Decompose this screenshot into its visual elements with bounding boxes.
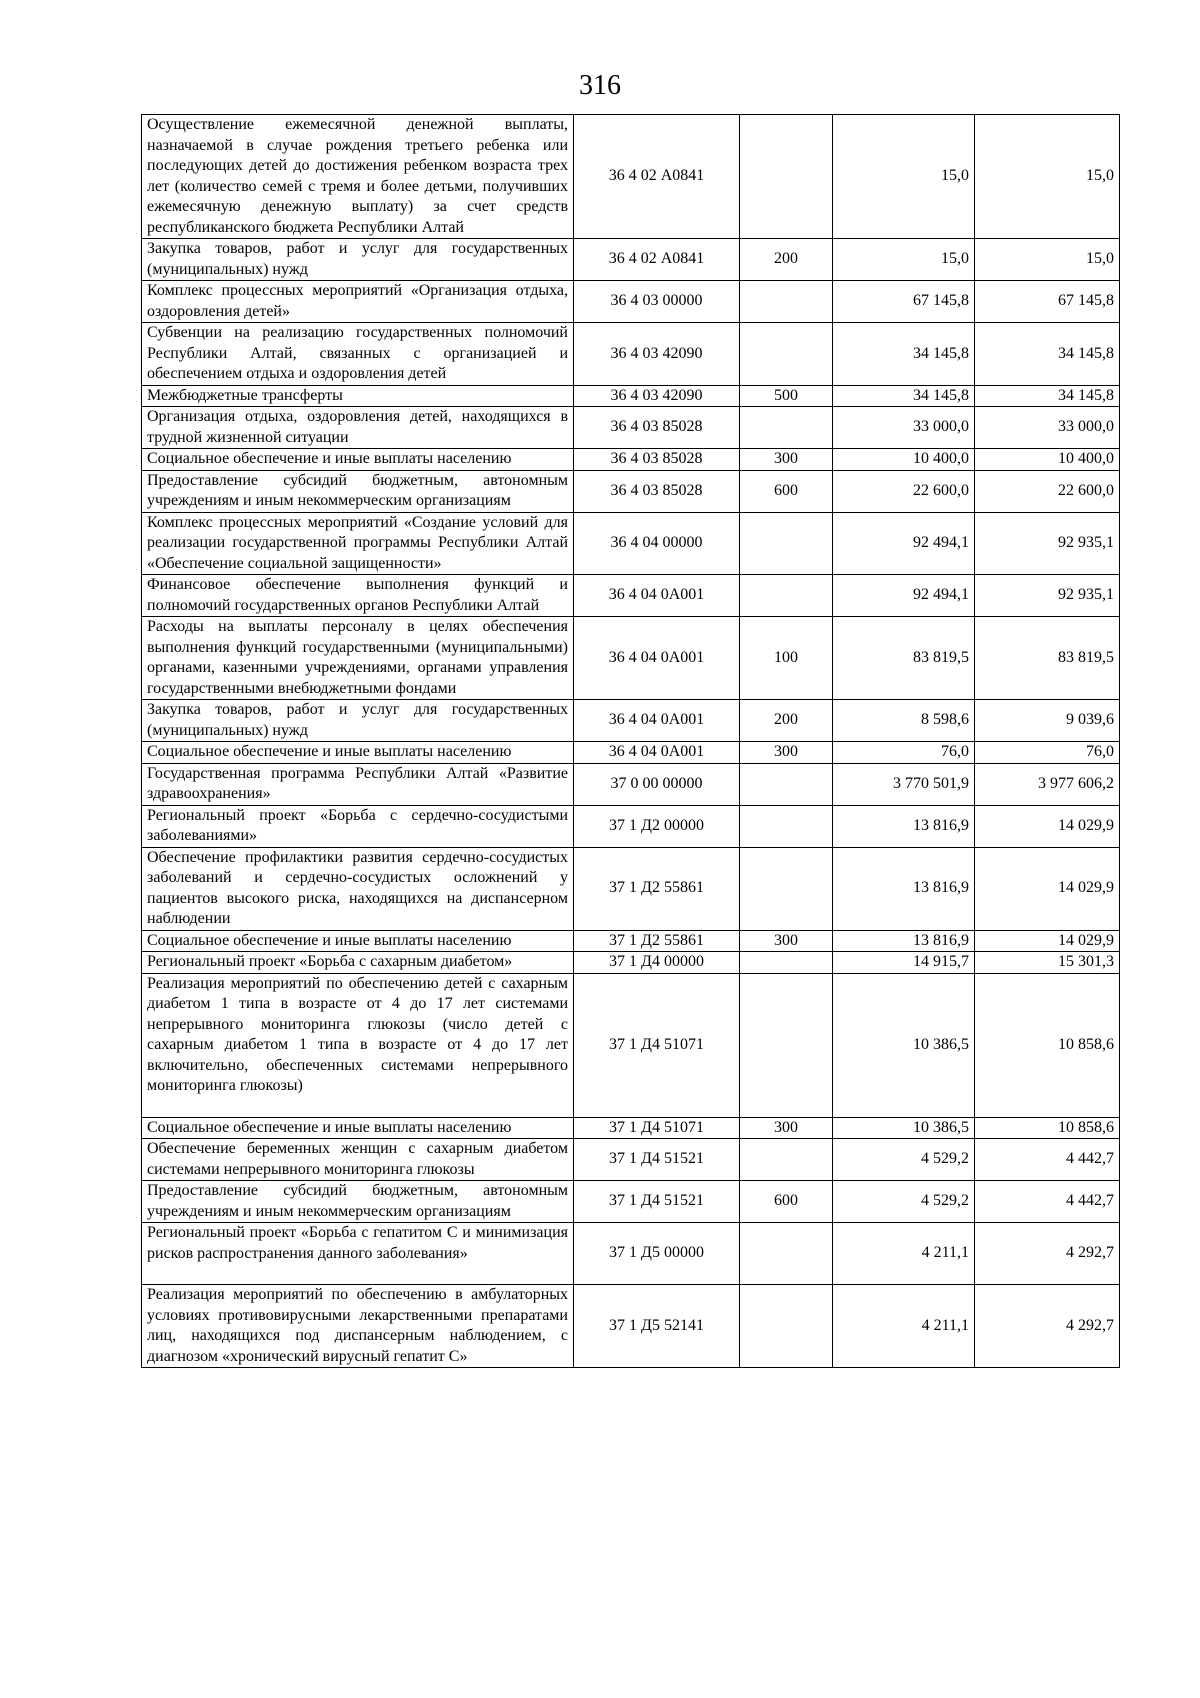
row-value-2025-cell: 34 145,8 — [975, 385, 1120, 407]
row-value-2025-cell: 9 039,6 — [975, 700, 1120, 742]
row-type-cell — [740, 763, 833, 805]
row-value-2024-cell: 34 145,8 — [833, 385, 975, 407]
row-type-cell — [740, 281, 833, 323]
row-value-2025-cell: 15,0 — [975, 115, 1120, 239]
budget-table — [141, 114, 1120, 1368]
row-value-2025-cell: 15 301,3 — [975, 952, 1120, 974]
row-value-2025-cell: 14 029,9 — [975, 847, 1120, 930]
row-code-cell: 37 0 00 00000 — [574, 763, 740, 805]
row-type-cell: 500 — [740, 385, 833, 407]
row-name-cell: Обеспечение профилактики развития сердечно-сосудистых заболеваний и сердечно-сосудистых осложнений у пациентов высокого риска, находящихся на диспансерном наблюдении — [142, 847, 574, 930]
row-code-cell: 37 1 Д2 55861 — [574, 930, 740, 952]
row-value-2024-cell: 10 386,5 — [833, 1117, 975, 1139]
row-type-cell — [740, 1139, 833, 1181]
row-name-cell: Государственная программа Республики Алтай «Развитие здравоохранения» — [142, 763, 574, 805]
budget-table-body — [142, 115, 1120, 1368]
row-code-cell: 37 1 Д2 55861 — [574, 847, 740, 930]
table-row — [142, 700, 1120, 742]
row-value-2024-cell: 22 600,0 — [833, 470, 975, 512]
row-name-cell: Социальное обеспечение и иные выплаты населению — [142, 930, 574, 952]
row-name-cell: Обеспечение беременных женщин с сахарным диабетом системами непрерывного мониторинга глюкозы — [142, 1139, 574, 1181]
table-row — [142, 239, 1120, 281]
row-value-2025-cell: 10 858,6 — [975, 1117, 1120, 1139]
row-value-2025-cell: 15,0 — [975, 239, 1120, 281]
row-name-cell: Организация отдыха, оздоровления детей, находящихся в трудной жизненной ситуации — [142, 407, 574, 449]
row-value-2025-cell: 3 977 606,2 — [975, 763, 1120, 805]
row-type-cell: 600 — [740, 470, 833, 512]
table-row — [142, 449, 1120, 471]
table-row — [142, 115, 1120, 239]
table-row — [142, 1181, 1120, 1223]
row-value-2024-cell: 13 816,9 — [833, 930, 975, 952]
row-code-cell: 36 4 03 00000 — [574, 281, 740, 323]
page-number: 316 — [579, 70, 621, 101]
row-code-cell: 37 1 Д4 51071 — [574, 973, 740, 1117]
row-code-cell: 36 4 04 0А001 — [574, 575, 740, 617]
row-code-cell: 37 1 Д4 51521 — [574, 1139, 740, 1181]
row-type-cell: 300 — [740, 742, 833, 764]
row-value-2025-cell: 33 000,0 — [975, 407, 1120, 449]
table-row — [142, 575, 1120, 617]
row-value-2025-cell: 10 400,0 — [975, 449, 1120, 471]
row-value-2024-cell: 10 400,0 — [833, 449, 975, 471]
table-row — [142, 973, 1120, 1117]
row-name-cell: Осуществление ежемесячной денежной выплаты, назначаемой в случае рождения третьего ребенка или последующих детей до достижения ребенком возраста трех лет (количество семей с тремя и более детьми, получивших ежемесячную денежную выплату) за счет средств республиканского бюджета Республики Алтай — [142, 115, 574, 239]
row-name-cell: Межбюджетные трансферты — [142, 385, 574, 407]
row-code-cell: 36 4 02 А0841 — [574, 115, 740, 239]
table-row — [142, 763, 1120, 805]
row-value-2024-cell: 67 145,8 — [833, 281, 975, 323]
row-type-cell — [740, 847, 833, 930]
row-value-2024-cell: 76,0 — [833, 742, 975, 764]
row-type-cell — [740, 575, 833, 617]
row-value-2024-cell: 33 000,0 — [833, 407, 975, 449]
table-row — [142, 930, 1120, 952]
row-code-cell: 37 1 Д4 51521 — [574, 1181, 740, 1223]
row-type-cell — [740, 512, 833, 575]
row-code-cell: 37 1 Д5 00000 — [574, 1223, 740, 1285]
row-value-2025-cell: 34 145,8 — [975, 323, 1120, 386]
row-value-2024-cell: 13 816,9 — [833, 805, 975, 847]
row-value-2024-cell: 13 816,9 — [833, 847, 975, 930]
row-value-2024-cell: 3 770 501,9 — [833, 763, 975, 805]
row-code-cell: 36 4 03 85028 — [574, 407, 740, 449]
row-type-cell — [740, 407, 833, 449]
row-value-2024-cell: 4 211,1 — [833, 1285, 975, 1368]
row-value-2025-cell: 76,0 — [975, 742, 1120, 764]
row-name-cell: Социальное обеспечение и иные выплаты населению — [142, 742, 574, 764]
table-row — [142, 1117, 1120, 1139]
row-code-cell: 36 4 04 00000 — [574, 512, 740, 575]
row-value-2024-cell: 10 386,5 — [833, 973, 975, 1117]
row-code-cell: 36 4 03 85028 — [574, 449, 740, 471]
row-value-2024-cell: 15,0 — [833, 115, 975, 239]
row-name-cell: Предоставление субсидий бюджетным, автономным учреждениям и иным некоммерческим организациям — [142, 470, 574, 512]
row-name-cell: Региональный проект «Борьба с гепатитом С и минимизация рисков распространения данного заболевания» — [142, 1223, 574, 1285]
row-type-cell: 300 — [740, 449, 833, 471]
row-code-cell: 36 4 04 0А001 — [574, 742, 740, 764]
row-code-cell: 37 1 Д2 00000 — [574, 805, 740, 847]
row-value-2024-cell: 8 598,6 — [833, 700, 975, 742]
table-row — [142, 1223, 1120, 1285]
row-code-cell: 36 4 02 А0841 — [574, 239, 740, 281]
row-type-cell: 600 — [740, 1181, 833, 1223]
table-row — [142, 952, 1120, 974]
row-code-cell: 37 1 Д4 00000 — [574, 952, 740, 974]
row-value-2025-cell: 4 292,7 — [975, 1223, 1120, 1285]
row-value-2024-cell: 15,0 — [833, 239, 975, 281]
table-row — [142, 805, 1120, 847]
row-name-cell: Реализация мероприятий по обеспечению детей с сахарным диабетом 1 типа в возрасте от 4 до 17 лет системами непрерывного мониторинга глюкозы (число детей с сахарным диабетом 1 типа в возрасте от 4 до 17 лет включительно, обеспеченных системами непрерывного мониторинга глюкозы) — [142, 973, 574, 1117]
row-code-cell: 36 4 03 85028 — [574, 470, 740, 512]
table-row — [142, 617, 1120, 700]
row-name-cell: Финансовое обеспечение выполнения функций и полномочий государственных органов Республики Алтай — [142, 575, 574, 617]
row-name-cell: Региональный проект «Борьба с сахарным диабетом» — [142, 952, 574, 974]
row-value-2025-cell: 22 600,0 — [975, 470, 1120, 512]
table-row — [142, 385, 1120, 407]
row-type-cell: 300 — [740, 930, 833, 952]
row-value-2024-cell: 4 529,2 — [833, 1181, 975, 1223]
row-value-2024-cell: 92 494,1 — [833, 512, 975, 575]
row-type-cell: 100 — [740, 617, 833, 700]
row-type-cell — [740, 323, 833, 386]
row-value-2024-cell: 92 494,1 — [833, 575, 975, 617]
row-value-2025-cell: 4 442,7 — [975, 1139, 1120, 1181]
row-code-cell: 36 4 03 42090 — [574, 323, 740, 386]
table-row — [142, 847, 1120, 930]
row-name-cell: Расходы на выплаты персоналу в целях обеспечения выполнения функций государственными (муниципальными) органами, казенными учреждениями, органами управления государственными внебюджетными фондами — [142, 617, 574, 700]
row-value-2025-cell: 10 858,6 — [975, 973, 1120, 1117]
table-row — [142, 512, 1120, 575]
row-type-cell — [740, 1285, 833, 1368]
row-code-cell: 37 1 Д4 51071 — [574, 1117, 740, 1139]
table-row — [142, 1285, 1120, 1368]
row-name-cell: Региональный проект «Борьба с сердечно-сосудистыми заболеваниями» — [142, 805, 574, 847]
row-name-cell: Реализация мероприятий по обеспечению в амбулаторных условиях противовирусными лекарственными препаратами лиц, находящихся под диспансерным наблюдением, с диагнозом «хронический вирусный гепатит С» — [142, 1285, 574, 1368]
row-value-2024-cell: 4 529,2 — [833, 1139, 975, 1181]
row-name-cell: Субвенции на реализацию государственных полномочий Республики Алтай, связанных с организацией и обеспечением отдыха и оздоровления детей — [142, 323, 574, 386]
row-name-cell: Предоставление субсидий бюджетным, автономным учреждениям и иным некоммерческим организациям — [142, 1181, 574, 1223]
row-value-2025-cell: 67 145,8 — [975, 281, 1120, 323]
row-type-cell — [740, 1223, 833, 1285]
row-value-2024-cell: 4 211,1 — [833, 1223, 975, 1285]
table-row — [142, 281, 1120, 323]
row-code-cell: 36 4 03 42090 — [574, 385, 740, 407]
row-type-cell — [740, 115, 833, 239]
row-type-cell — [740, 952, 833, 974]
row-code-cell: 36 4 04 0А001 — [574, 700, 740, 742]
table-row — [142, 323, 1120, 386]
row-type-cell: 300 — [740, 1117, 833, 1139]
row-value-2025-cell: 92 935,1 — [975, 512, 1120, 575]
row-type-cell: 200 — [740, 700, 833, 742]
row-name-cell: Комплекс процессных мероприятий «Организация отдыха, оздоровления детей» — [142, 281, 574, 323]
row-value-2025-cell: 4 442,7 — [975, 1181, 1120, 1223]
row-type-cell — [740, 805, 833, 847]
row-value-2024-cell: 34 145,8 — [833, 323, 975, 386]
row-name-cell: Социальное обеспечение и иные выплаты населению — [142, 449, 574, 471]
row-code-cell: 37 1 Д5 52141 — [574, 1285, 740, 1368]
row-type-cell — [740, 973, 833, 1117]
row-value-2025-cell: 14 029,9 — [975, 930, 1120, 952]
table-row — [142, 470, 1120, 512]
row-name-cell: Комплекс процессных мероприятий «Создание условий для реализации государственной программы Республики Алтай «Обеспечение социальной защищенности» — [142, 512, 574, 575]
table-row — [142, 1139, 1120, 1181]
table-row — [142, 742, 1120, 764]
row-code-cell: 36 4 04 0А001 — [574, 617, 740, 700]
row-value-2025-cell: 83 819,5 — [975, 617, 1120, 700]
row-value-2025-cell: 4 292,7 — [975, 1285, 1120, 1368]
row-name-cell: Социальное обеспечение и иные выплаты населению — [142, 1117, 574, 1139]
row-value-2025-cell: 92 935,1 — [975, 575, 1120, 617]
row-name-cell: Закупка товаров, работ и услуг для государственных (муниципальных) нужд — [142, 239, 574, 281]
row-value-2024-cell: 83 819,5 — [833, 617, 975, 700]
row-value-2024-cell: 14 915,7 — [833, 952, 975, 974]
row-name-cell: Закупка товаров, работ и услуг для государственных (муниципальных) нужд — [142, 700, 574, 742]
row-type-cell: 200 — [740, 239, 833, 281]
table-row — [142, 407, 1120, 449]
row-value-2025-cell: 14 029,9 — [975, 805, 1120, 847]
